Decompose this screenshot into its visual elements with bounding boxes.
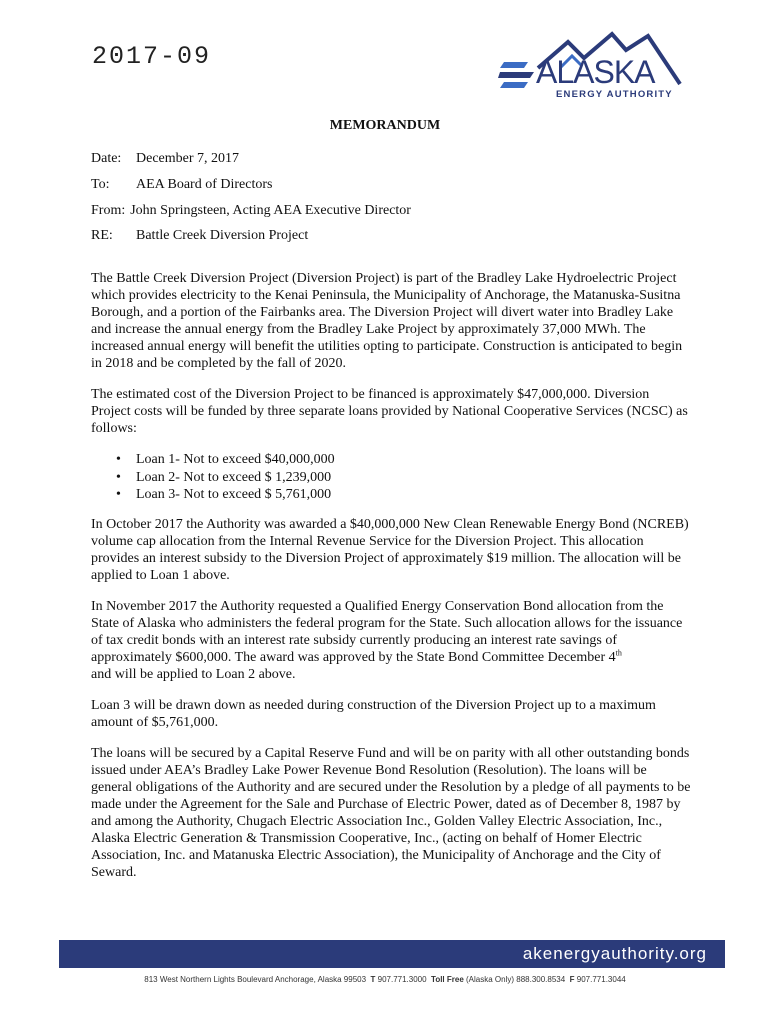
logo-subtitle: ENERGY AUTHORITY xyxy=(556,89,673,100)
phone-label: T xyxy=(370,975,376,984)
memo-body xyxy=(91,270,691,895)
memo-title: MEMORANDUM xyxy=(329,118,441,133)
aea-logo xyxy=(498,28,688,102)
tollfree-value: 888.300.8534 xyxy=(516,975,566,984)
re-label: RE: xyxy=(91,228,113,243)
phone-value: 907.771.3000 xyxy=(377,975,427,984)
tollfree-label: Toll Free xyxy=(431,975,464,984)
memo-date-row xyxy=(91,151,239,167)
qecb-text: In November 2017 the Authority requested a Qualified Energy Conservation Bond allocation from the State of Alaska who administers the federal program for the State. Such allocation allows for the issuance of tax credit bonds with an interest rate subsidy currently producing an interest rate savings of approximately $600,000. The award was approved by the State Bond Committee December 4 xyxy=(91,598,683,665)
memo-to-row xyxy=(91,177,272,193)
paragraph-project-overview: The Battle Creek Diversion Project (Diversion Project) is part of the Bradley Lake Hydroelectric Project which provides electricity to the Kenai Peninsula, the Municipality of Anchorage, the Matanuska-Susitna Borough, and a portion of the Fairbanks area. The Diversion Project will divert water into Bradley Lake and increase the annual energy from the Bradley Lake Project by approximately 37,000 MWh. The increased annual energy will benefit the utilities opting to participate. Construction is anticipated to begin in 2018 and be completed by the fall of 2020. xyxy=(91,271,683,371)
date-value: December 7, 2017 xyxy=(136,151,240,166)
tollfree-note: (Alaska Only) xyxy=(466,975,515,984)
list-item: • Loan 3- Not to exceed $ 5,761,000 xyxy=(136,486,691,504)
list-item: • Loan 1- Not to exceed $40,000,000 xyxy=(136,451,691,469)
to-value: AEA Board of Directors xyxy=(136,177,273,192)
ordinal-suffix: th xyxy=(615,647,622,657)
footer-bar xyxy=(59,940,725,968)
list-item: • Loan 2- Not to exceed $ 1,239,000 xyxy=(136,469,691,487)
qecb-text-end: and will be applied to Loan 2 above. xyxy=(91,666,296,682)
to-label: To: xyxy=(91,177,110,192)
re-value: Battle Creek Diversion Project xyxy=(136,228,309,243)
paragraph-qecb-allocation xyxy=(91,598,691,683)
memo-from-row xyxy=(91,203,411,219)
footer-address-line xyxy=(0,975,770,984)
paragraph-estimated-cost: The estimated cost of the Diversion Project to be financed is approximately $47,000,000. Diversion Project costs will be funded by three separate loans provided by National Cooperative Services (NCSC) as follows: xyxy=(91,387,688,436)
fax-label: F xyxy=(569,975,575,984)
memo-re-row xyxy=(91,228,308,244)
paragraph-loan3-drawdown: Loan 3 will be drawn down as needed during construction of the Diversion Project up to a maximum amount of $5,761,000. xyxy=(91,697,656,730)
date-label: Date: xyxy=(91,151,122,166)
footer-address: 813 West Northern Lights Boulevard Anchorage, Alaska 99503 xyxy=(144,975,367,984)
loan-list xyxy=(91,451,691,504)
from-value: John Springsteen, Acting AEA Executive Director xyxy=(130,203,411,218)
paragraph-ncreb-allocation: In October 2017 the Authority was awarded a $40,000,000 New Clean Renewable Energy Bond (NCREB) volume cap allocation from the Internal Revenue Service for the Diversion Project. This allocation provides an interest subsidy to the Diversion Project of approximately $19 million. The allocation will be applied to Loan 1 above. xyxy=(91,516,689,583)
footer-website[interactable]: akenergyauthority.org xyxy=(522,944,707,963)
logo-wordmark: ALASKA xyxy=(536,54,655,90)
fax-value: 907.771.3044 xyxy=(576,975,626,984)
paragraph-security: The loans will be secured by a Capital Reserve Fund and will be on parity with all other outstanding bonds issued under AEA’s Bradley Lake Power Revenue Bond Resolution (Resolution). The loans will be general obligations of the Authority and are secured under the Resolution by a pledge of all payments to be made under the Agreement for the Sale and Purchase of Electric Power, dated as of December 8, 1987 by and among the Authority, Chugach Electric Association Inc., Golden Valley Electric Association, Inc., Alaska Electric Generation & Transmission Cooperative, Inc., (acting on behalf of Homer Electric Association, Inc. and Matanuska Electric Association), the Municipality of Anchorage and the City of Seward. xyxy=(91,745,691,880)
document-id: 2017-09 xyxy=(92,42,212,71)
from-label: From: xyxy=(91,203,126,218)
